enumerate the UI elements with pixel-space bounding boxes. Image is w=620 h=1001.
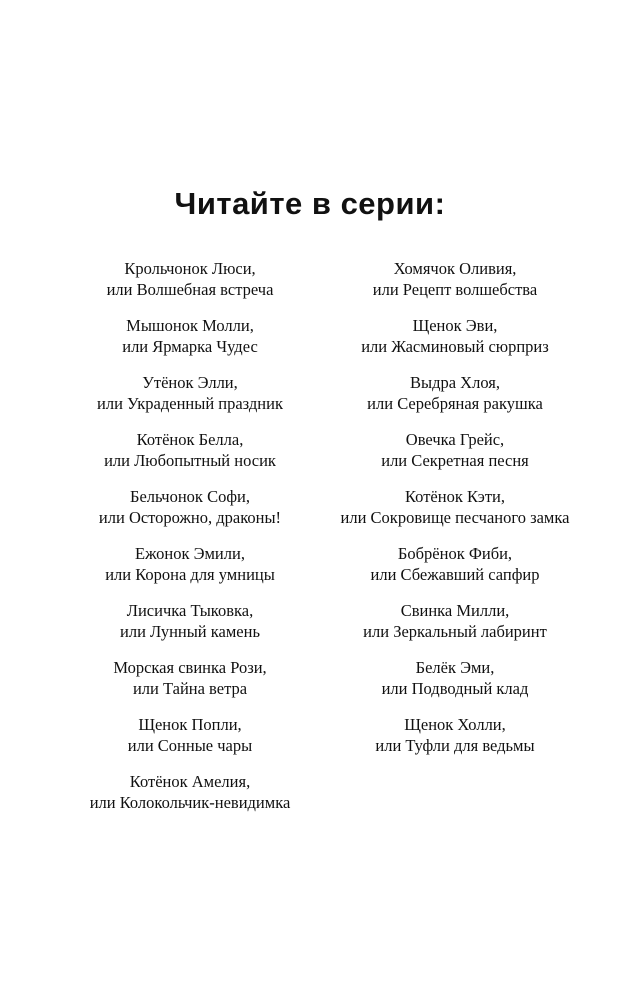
book-subtitle: или Лунный камень: [120, 622, 260, 641]
book-subtitle: или Туфли для ведьмы: [375, 736, 535, 755]
book-subtitle: или Серебряная ракушка: [367, 394, 543, 413]
book-title: Хомячок Оливия,: [393, 259, 517, 278]
book-subtitle: или Ярмарка Чудес: [122, 337, 258, 356]
book-title: Котёнок Кэти,: [404, 487, 505, 506]
book-entry: [305, 429, 605, 486]
book-list-left: [40, 258, 340, 828]
book-subtitle: или Жасминовый сюрприз: [361, 337, 549, 356]
book-title: Ежонок Эмили,: [135, 544, 245, 563]
book-subtitle: или Колокольчик-невидимка: [89, 793, 291, 812]
book-entry: [305, 714, 605, 771]
book-title: Щенок Холли,: [404, 715, 506, 734]
book-title: Бобрёнок Фиби,: [397, 544, 513, 563]
book-title: Котёнок Амелия,: [129, 772, 251, 791]
book-entry: [40, 315, 340, 372]
book-entry: [40, 429, 340, 486]
book-title: Овечка Грейс,: [405, 430, 505, 449]
book-title: Щенок Попли,: [138, 715, 242, 734]
page-title: Читайте в серии:: [174, 186, 446, 221]
book-list-right: [305, 258, 605, 771]
book-entry: [40, 486, 340, 543]
book-subtitle: или Волшебная встреча: [106, 280, 274, 299]
book-title: Щенок Эви,: [412, 316, 498, 335]
book-subtitle: или Любопытный носик: [104, 451, 276, 470]
book-subtitle: или Осторожно, драконы!: [98, 508, 282, 527]
book-title: Свинка Милли,: [400, 601, 510, 620]
book-entry: [305, 486, 605, 543]
book-subtitle: или Секретная песня: [381, 451, 529, 470]
book-entry: [40, 258, 340, 315]
book-subtitle: или Зеркальный лабиринт: [363, 622, 547, 641]
book-entry: [40, 372, 340, 429]
book-title: Утёнок Элли,: [142, 373, 238, 392]
book-title: Выдра Хлоя,: [410, 373, 500, 392]
book-title: Бельчонок Софи,: [130, 487, 250, 506]
book-entry: [40, 771, 340, 828]
book-title: Мышонок Молли,: [126, 316, 254, 335]
book-title: Морская свинка Рози,: [113, 658, 267, 677]
book-entry: [305, 315, 605, 372]
book-title: Белёк Эми,: [415, 658, 495, 677]
book-subtitle: или Корона для умницы: [105, 565, 275, 584]
book-title: Котёнок Белла,: [136, 430, 244, 449]
book-subtitle: или Тайна ветра: [132, 679, 248, 698]
book-subtitle: или Подводный клад: [381, 679, 529, 698]
book-subtitle: или Украденный праздник: [97, 394, 283, 413]
book-subtitle: или Сонные чары: [127, 736, 253, 755]
book-entry: [40, 714, 340, 771]
book-subtitle: или Рецепт волшебства: [372, 280, 538, 299]
book-title: Крольчонок Люси,: [124, 259, 256, 278]
book-entry: [305, 543, 605, 600]
book-subtitle: или Сбежавший сапфир: [370, 565, 540, 584]
book-entry: [40, 543, 340, 600]
book-subtitle: или Сокровище песчаного замка: [340, 508, 570, 527]
book-entry: [305, 657, 605, 714]
book-entry: [305, 258, 605, 315]
book-entry: [305, 372, 605, 429]
book-entry: [40, 600, 340, 657]
book-entry: [40, 657, 340, 714]
book-title: Лисичка Тыковка,: [126, 601, 254, 620]
book-entry: [305, 600, 605, 657]
